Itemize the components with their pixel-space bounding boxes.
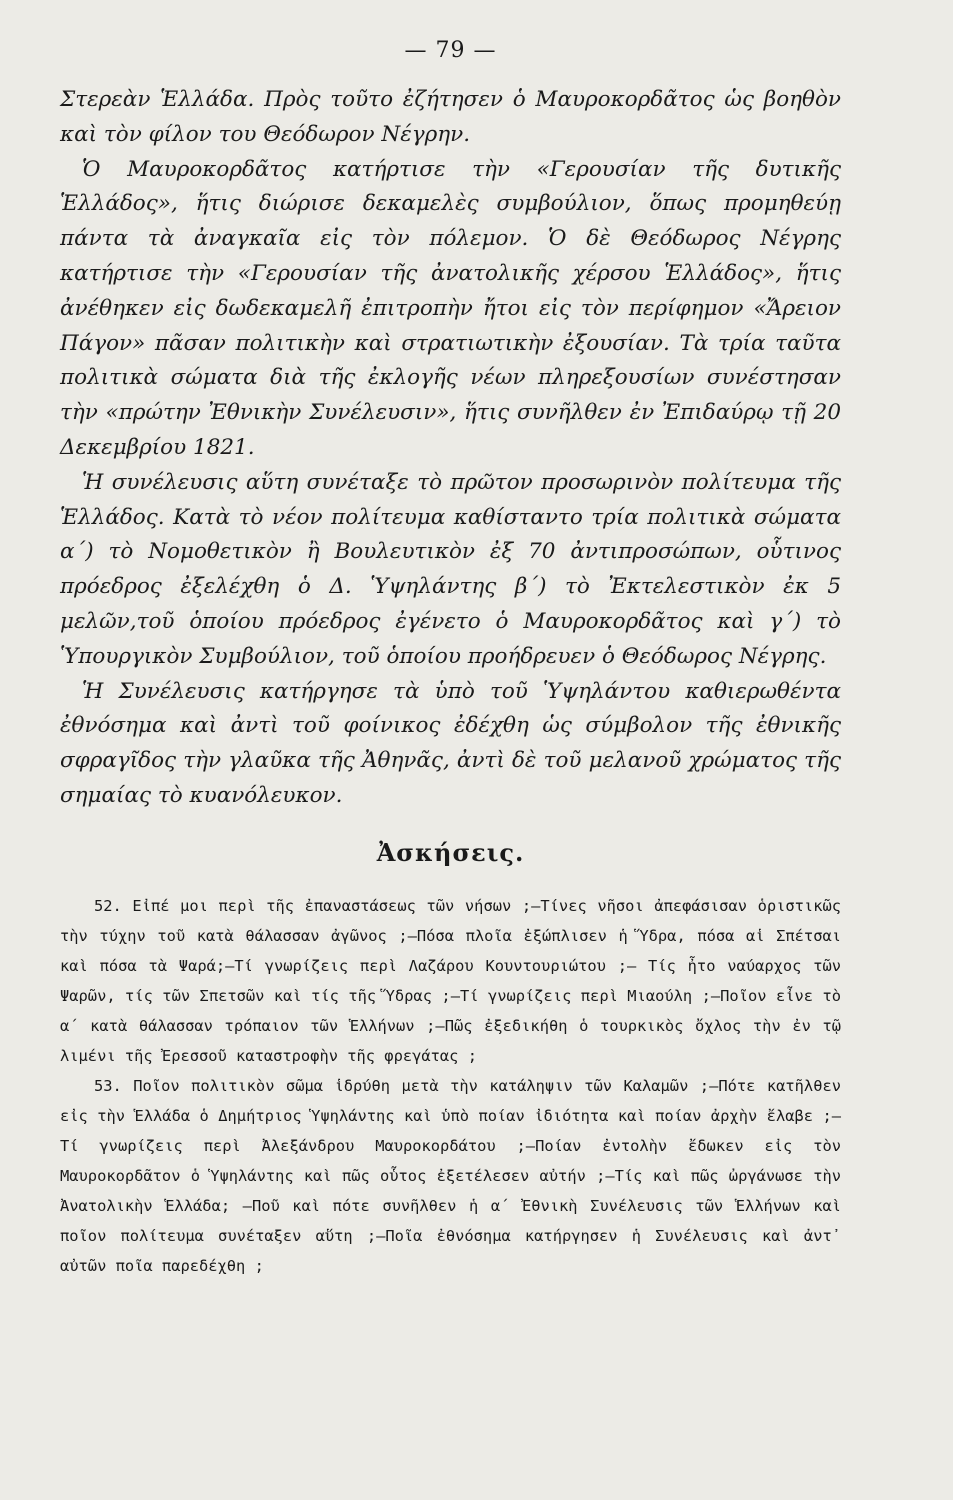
main-text: [60, 83, 841, 814]
page-number: — 79 —: [404, 38, 497, 63]
exercise-53: 53. Ποῖον πολιτικὸν σῶμα ἱδρύθη μετὰ τὴν κατάληψιν τῶν Καλαμῶν ;—Πότε κατῆλθεν εἰς τὴν Ἑλλάδα ὁ Δημήτριος Ὑψηλάντης καὶ ὑπὸ ποίαν ἰδιότητα καὶ ποίαν ἀρχὴν ἔλαβε ;—Τί γνωρίζεις περὶ Ἀλεξάνδρου Μαυροκορδάτου ;—Ποίαν ἐντολὴν ἔδωκεν εἰς τὸν Μαυροκορδᾶτον ὁ Ὑψηλάντης καὶ πῶς οὗτος ἐξετέλεσεν αὐτήν ;—Τίς καὶ πῶς ὠργάνωσε τὴν Ἀνατολικὴν Ἑλλάδα; —Ποῦ καὶ πότε συνῆλθεν ἡ α΄ Ἐθνικὴ Συνέλευσις τῶν Ἑλλήνων καὶ ποῖον πολίτευμα συνέταξεν αὕτη ;—Ποῖα ἐθνόσημα κατήργησεν ἡ Συνέλευσις καὶ ἀντ᾿ αὐτῶν ποῖα παρεδέχθη ;: [60, 1076, 841, 1275]
exercises-heading: Ἀσκήσεις.: [376, 837, 525, 867]
exercise-52: 52. Εἰπέ μοι περὶ τῆς ἐπαναστάσεως τῶν νήσων ;—Τίνες νῆσοι ἀπεφάσισαν ὁριστικῶς τὴν τύχην τοῦ κατὰ θάλασσαν ἀγῶνος ;—Πόσα πλοῖα ἐξώπλισεν ἡ Ὕδρα, πόσα αἱ Σπέτσαι καὶ πόσα τὰ Ψαρά;—Τί γνωρίζεις περὶ Λαζάρου Κουντουριώτου ;— Τίς ἦτο ναύαρχος τῶν Ψαρῶν, τίς τῶν Σπετσῶν καὶ τίς τῆς Ὕδρας ;—Τί γνωρίζεις περὶ Μιαούλη ;—Ποῖον εἶνε τὸ α΄ κατὰ θάλασσαν τρόπαιον τῶν Ἑλλήνων ;—Πῶς ἐξεδικήθη ὁ τουρκικὸς ὄχλος τὴν ἐν τῷ λιμένι τῆς Ἐρεσσοῦ καταστροφὴν τῆς φρεγάτας ;: [60, 896, 841, 1065]
paragraph: Ἡ Συνέλευσις κατήργησε τὰ ὑπὸ τοῦ Ὑψηλάντου καθιερωθέντα ἐθνόσημα καὶ ἀντὶ τοῦ φοίνικος ἐδέχθη ὡς σύμβολον τῆς ἐθνικῆς σφραγῖδος τὴν γλαῦκα τῆς Ἀθηνᾶς, ἀντὶ δὲ τοῦ μελανοῦ χρώματος τῆς σημαίας τὸ κυανόλευκον.: [60, 678, 841, 808]
paragraph: Ἡ συνέλευσις αὕτη συνέταξε τὸ πρῶτον προσωρινὸν πολίτευμα τῆς Ἑλλάδος. Κατὰ τὸ νέον πολίτευμα καθίσταντο τρία πολιτικὰ σώματα α΄) τὸ Νομοθετικὸν ἢ Βουλευτικὸν ἐξ 70 ἀντιπροσώπων, οὗτινος πρόεδρος ἐξελέχθη ὁ Δ. Ὑψηλάντης β΄) τὸ Ἐκτελεστικὸν ἐκ 5 μελῶν,τοῦ ὁποίου πρόεδρος ἐγένετο ὁ Μαυροκορδᾶτος καὶ γ΄) τὸ Ὑπουργικὸν Συμβούλιον, τοῦ ὁποίου προήδρευεν ὁ Θεόδωρος Νέγρης.: [60, 469, 841, 669]
paragraph: Στερεὰν Ἑλλάδα. Πρὸς τοῦτο ἐζήτησεν ὁ Μαυροκορδᾶτος ὡς βοηθὸν καὶ τὸν φίλον του Θεόδωρον Νέγρην.: [60, 87, 841, 147]
paragraph: Ὁ Μαυροκορδᾶτος κατήρτισε τὴν «Γερουσίαν τῆς δυτικῆς Ἑλλάδος», ἥτις διώρισε δεκαμελὲς συμβούλιον, ὅπως προμηθεύῃ πάντα τὰ ἀναγκαῖα εἰς τὸν πόλεμον. Ὁ δὲ Θεόδωρος Νέγρης κατήρτισε τὴν «Γερουσίαν τῆς ἀνατολικῆς χέρσου Ἑλλάδος», ἥτις ἀνέθηκεν εἰς δωδεκαμελῆ ἐπιτροπὴν ἤτοι εἰς τὸν περίφημον «Ἄρειον Πάγον» πᾶσαν πολιτικὴν καὶ στρατιωτικὴν ἐξουσίαν. Τὰ τρία ταῦτα πολιτικὰ σώματα διὰ τῆς ἐκλογῆς νέων πληρεξουσίων συνέστησαν τὴν «πρώτην Ἐθνικὴν Συνέλευσιν», ἥτις συνῆλθεν ἐν Ἐπιδαύρῳ τῇ 20 Δεκεμβρίου 1821.: [60, 156, 841, 460]
